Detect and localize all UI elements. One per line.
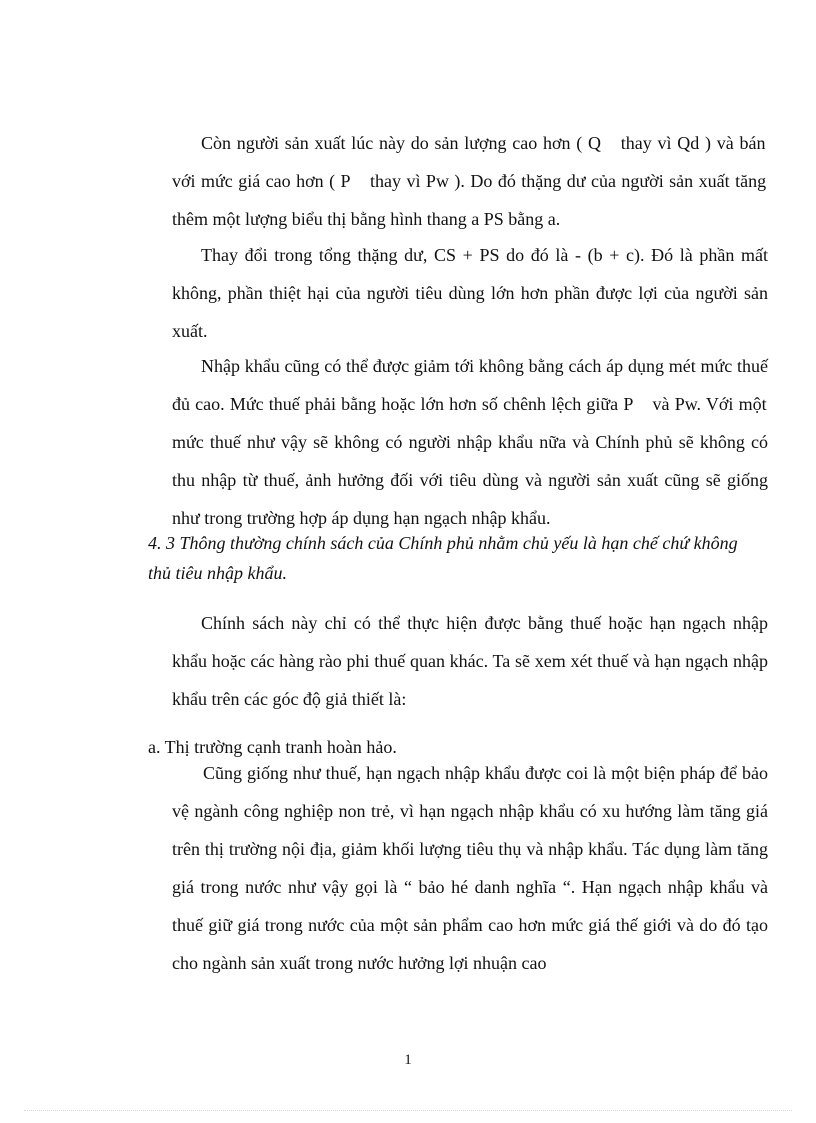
- page-number-text: 1: [404, 1052, 412, 1068]
- paragraph-quota: [172, 754, 768, 982]
- paragraph-text: Nhập khẩu cũng có thể được giảm tới không bằng cách áp dụng mét mức thuế đủ cao. Mức thuế phải bằng hoặc lớn hơn số chênh lệch giữa P⃞ và Pw. Với một mức thuế như vậy sẽ không có người nhập khẩu nữa và Chính phủ sẽ không có thu nhập từ thuế, ảnh hưởng đối với tiêu dùng và người sản xuất cũng sẽ giống như trong trường hợp áp dụng hạn ngạch nhập khẩu.: [172, 356, 768, 528]
- page-footer-divider: [24, 1110, 792, 1111]
- paragraph-import-reduction: [172, 347, 768, 537]
- paragraph-policy: [172, 604, 768, 718]
- paragraph-producer-surplus: [172, 124, 768, 238]
- section-heading-text: 4. 3 Thông thường chính sách của Chính phủ nhằm chủ yếu là hạn chế chứ không thủ tiêu nhập khẩu.: [148, 533, 738, 583]
- paragraph-total-surplus: [172, 236, 768, 350]
- paragraph-text: Còn người sản xuất lúc này do sản lượng cao hơn ( Q⃞ thay vì Qd ) và bán với mức giá cao hơn ( P⃞ thay vì Pw ). Do đó thặng dư của người sản xuất tăng thêm một lượng biểu thị bằng hình thang a PS bằng a.: [172, 133, 767, 229]
- paragraph-text: Cũng giống như thuế, hạn ngạch nhập khẩu được coi là một biện pháp để bảo vệ ngành công nghiệp non trẻ, vì hạn ngạch nhập khẩu có xu hướng làm tăng giá trên thị trường nội địa, giảm khối lượng tiêu thụ và nhập khẩu. Tác dụng làm tăng giá trong nước như vậy gọi là “ bảo hé danh nghĩa “. Hạn ngạch nhập khẩu và thuế giữ giá trong nước của một sản phẩm cao hơn mức giá thế giới và do đó tạo cho ngành sản xuất trong nước hưởng lợi nhuận cao: [172, 763, 768, 973]
- paragraph-text: Chính sách này chỉ có thể thực hiện được bằng thuế hoặc hạn ngạch nhập khẩu hoặc các hàng rào phi thuế quan khác. Ta sẽ xem xét thuế và hạn ngạch nhập khẩu trên các góc độ giả thiết là:: [172, 613, 768, 709]
- subheading-text: a. Thị trường cạnh tranh hoàn hảo.: [148, 737, 397, 757]
- section-heading: [148, 528, 748, 588]
- paragraph-text: Thay đổi trong tổng thặng dư, CS + PS do đó là - (b + c). Đó là phần mất không, phần thiệt hại của người tiêu dùng lớn hơn phần được lợi của người sản xuất.: [172, 245, 768, 341]
- page-number: [0, 1052, 816, 1069]
